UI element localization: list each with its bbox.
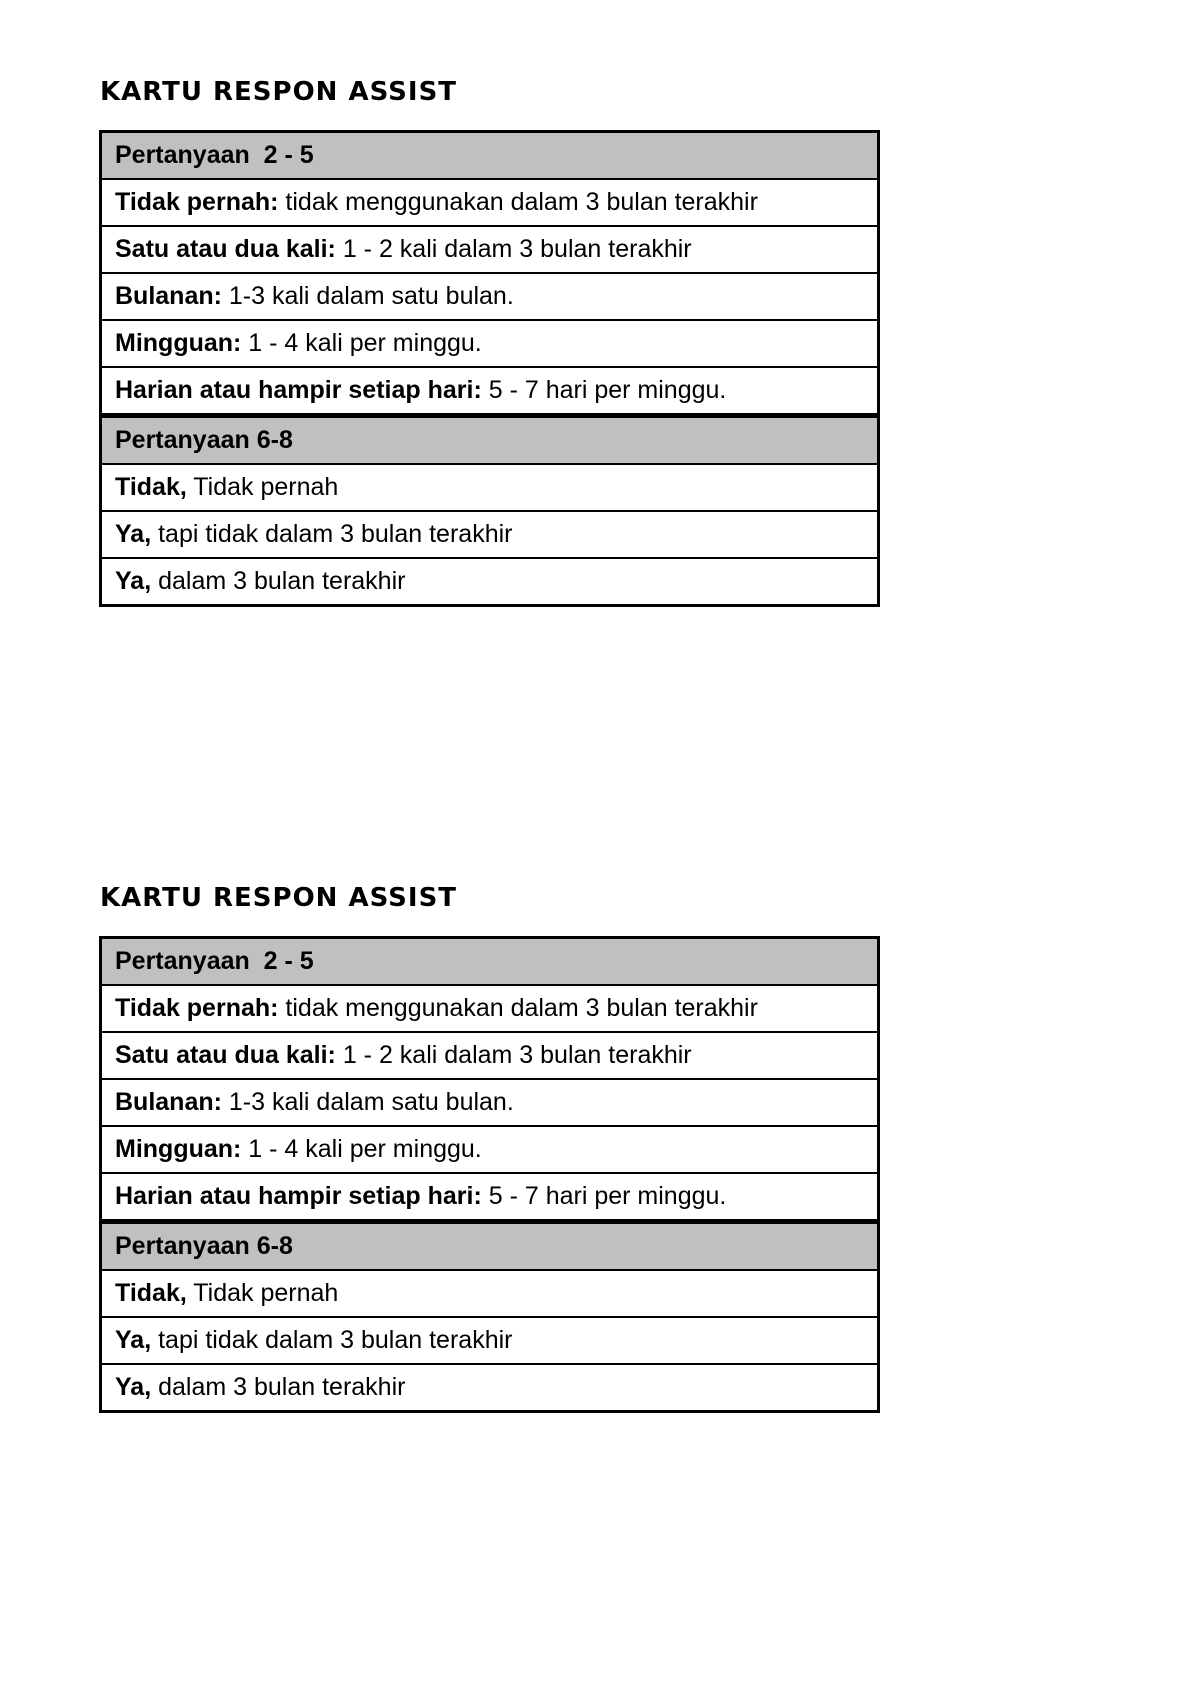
section-header: Pertanyaan 2 - 5 <box>101 938 879 986</box>
response-row <box>101 1079 879 1126</box>
response-card-1 <box>99 74 880 607</box>
section-header-row <box>101 938 879 986</box>
response-row <box>101 1126 879 1173</box>
response-text: tapi tidak dalam 3 bulan terakhir <box>151 1326 513 1354</box>
response-text: 1 - 4 kali per minggu. <box>241 1135 482 1163</box>
response-text: 1 - 4 kali per minggu. <box>241 329 482 357</box>
response-label: Tidak pernah: <box>115 188 279 216</box>
response-text: tidak menggunakan dalam 3 bulan terakhir <box>278 188 758 216</box>
section-header: Pertanyaan 6-8 <box>101 1222 879 1271</box>
response-row <box>101 367 879 416</box>
response-text: dalam 3 bulan terakhir <box>151 1373 406 1401</box>
response-text: 5 - 7 hari per minggu. <box>481 376 727 404</box>
response-row <box>101 985 879 1032</box>
response-row <box>101 1032 879 1079</box>
response-row <box>101 1317 879 1364</box>
response-row <box>101 1364 879 1412</box>
section-header: Pertanyaan 6-8 <box>101 416 879 465</box>
response-text: Tidak pernah <box>186 473 339 501</box>
response-row <box>101 1173 879 1222</box>
response-label: Ya, <box>115 567 152 595</box>
response-row <box>101 179 879 226</box>
response-row <box>101 226 879 273</box>
card-title: KARTU RESPON ASSIST <box>100 77 458 107</box>
response-text: tidak menggunakan dalam 3 bulan terakhir <box>278 994 758 1022</box>
response-text: dalam 3 bulan terakhir <box>151 567 406 595</box>
card-title: KARTU RESPON ASSIST <box>100 883 458 913</box>
response-label: Ya, <box>115 1373 152 1401</box>
response-label: Mingguan: <box>115 1135 242 1163</box>
response-text: Tidak pernah <box>186 1279 339 1307</box>
response-label: Ya, <box>115 520 152 548</box>
response-label: Bulanan: <box>115 1088 222 1116</box>
response-text: 1-3 kali dalam satu bulan. <box>221 1088 514 1116</box>
response-row <box>101 558 879 606</box>
response-label: Harian atau hampir setiap hari: <box>115 1182 482 1210</box>
response-label: Satu atau dua kali: <box>115 235 336 263</box>
response-label: Satu atau dua kali: <box>115 1041 336 1069</box>
response-text: 5 - 7 hari per minggu. <box>481 1182 727 1210</box>
response-row <box>101 511 879 558</box>
response-text: 1 - 2 kali dalam 3 bulan terakhir <box>335 235 692 263</box>
response-row <box>101 273 879 320</box>
response-text: tapi tidak dalam 3 bulan terakhir <box>151 520 513 548</box>
response-label: Harian atau hampir setiap hari: <box>115 376 482 404</box>
response-card-2 <box>99 880 880 1413</box>
response-table <box>99 936 880 1413</box>
response-row <box>101 320 879 367</box>
section-header-row <box>101 416 879 465</box>
response-row <box>101 1270 879 1317</box>
response-row <box>101 464 879 511</box>
response-label: Tidak, <box>115 1279 187 1307</box>
response-text: 1-3 kali dalam satu bulan. <box>221 282 514 310</box>
response-table <box>99 130 880 607</box>
section-header: Pertanyaan 2 - 5 <box>101 132 879 180</box>
section-header-row <box>101 132 879 180</box>
response-label: Mingguan: <box>115 329 242 357</box>
response-label: Tidak pernah: <box>115 994 279 1022</box>
response-label: Ya, <box>115 1326 152 1354</box>
response-label: Tidak, <box>115 473 187 501</box>
response-text: 1 - 2 kali dalam 3 bulan terakhir <box>335 1041 692 1069</box>
section-header-row <box>101 1222 879 1271</box>
response-label: Bulanan: <box>115 282 222 310</box>
